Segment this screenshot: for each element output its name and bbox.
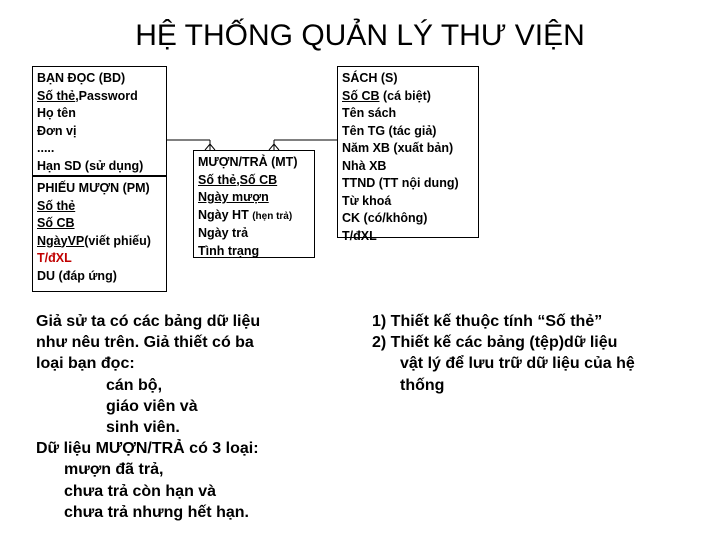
book-field: T/đXL [342,228,377,243]
reader-field: Hạn SD (sử dụng) [37,158,144,173]
borrow-return-entity-box [193,150,315,258]
book-key: Số CB [342,88,380,103]
assumption-line: giáo viên và [106,397,198,415]
task-item-1: 1) Thiết kế thuộc tính “Số thẻ” [372,313,603,330]
loan-slip-key-book: Số CB [37,216,75,230]
loan-slip-date-key: NgàyVP [37,233,85,248]
task-item-2-cont: thống [400,376,445,394]
book-key-line [342,88,474,106]
reader-key-rest: ,Password [75,88,138,103]
reader-field: Họ tên [37,106,76,120]
assumptions-text [36,311,336,523]
book-field: Tên sách [342,106,397,120]
loan-slip-key-card: Số thẻ [37,198,76,213]
assumption-line: Giả sử ta có các bảng dữ liệu [36,313,261,330]
task-item-2: 2) Thiết kế các bảng (tệp)dữ liệu [372,334,618,352]
book-field: CK (có/không) [342,211,428,225]
reader-key: Số thẻ [37,88,76,103]
book-key-note: (cá biệt) [379,88,431,103]
borrow-heading: MƯỢN/TRẢ (MT) [198,155,298,169]
assumption-line: sinh viên. [106,419,180,437]
borrow-due-line [198,207,310,226]
tasks-text [372,311,702,396]
book-entity-box [337,66,479,243]
assumption-line: loại bạn đọc: [36,355,135,373]
task-item-2-cont: vật lý để lưu trữ dữ liệu của hệ [400,355,635,373]
reader-key-line [37,88,162,106]
loan-slip-date-note: (viết phiếu) [84,233,151,248]
assumption-line: Dữ liệu MƯỢN/TRẢ có 3 loại: [36,440,259,458]
book-heading: SÁCH (S) [342,71,398,85]
assumption-line: chưa trả còn hạn và [64,482,217,500]
assumption-line: như nêu trên. Giả thiết có ba [36,334,254,352]
loan-slip-extra: DU (đáp ứng) [37,268,117,283]
assumption-line: chưa trả nhưng hết hạn. [64,503,249,521]
reader-field: Đơn vị [37,123,77,138]
borrow-return-date: Ngày trả [198,226,249,240]
borrow-due-main: Ngày HT [198,207,249,222]
page-title: HỆ THỐNG QUẢN LÝ THƯ VIỆN [135,19,585,52]
loan-slip-entity-box [32,176,167,292]
borrow-due-note: (hẹn trả) [252,210,293,222]
book-field: Tên TG (tác giả) [342,123,437,138]
assumption-line: cán bộ, [106,376,163,394]
reader-field: ..... [37,141,55,155]
loan-slip-date-line [37,233,162,251]
book-field: TTND (TT nội dung) [342,176,459,190]
borrow-state: Tình trạng [198,243,260,258]
loan-slip-heading: PHIẾU MƯỢN (PM) [37,181,150,195]
assumption-line: mượn đã trả, [64,461,164,479]
book-field: Nhà XB [342,158,387,173]
borrow-date: Ngày mượn [198,190,269,204]
book-field: Năm XB (xuất bản) [342,141,454,155]
reader-heading: BẠN ĐỌC (BD) [37,71,126,85]
loan-slip-status: T/đXL [37,251,72,265]
borrow-key: Số thẻ,Số CB [198,172,278,187]
reader-entity-box [32,66,167,176]
book-field: Từ khoá [342,193,392,208]
